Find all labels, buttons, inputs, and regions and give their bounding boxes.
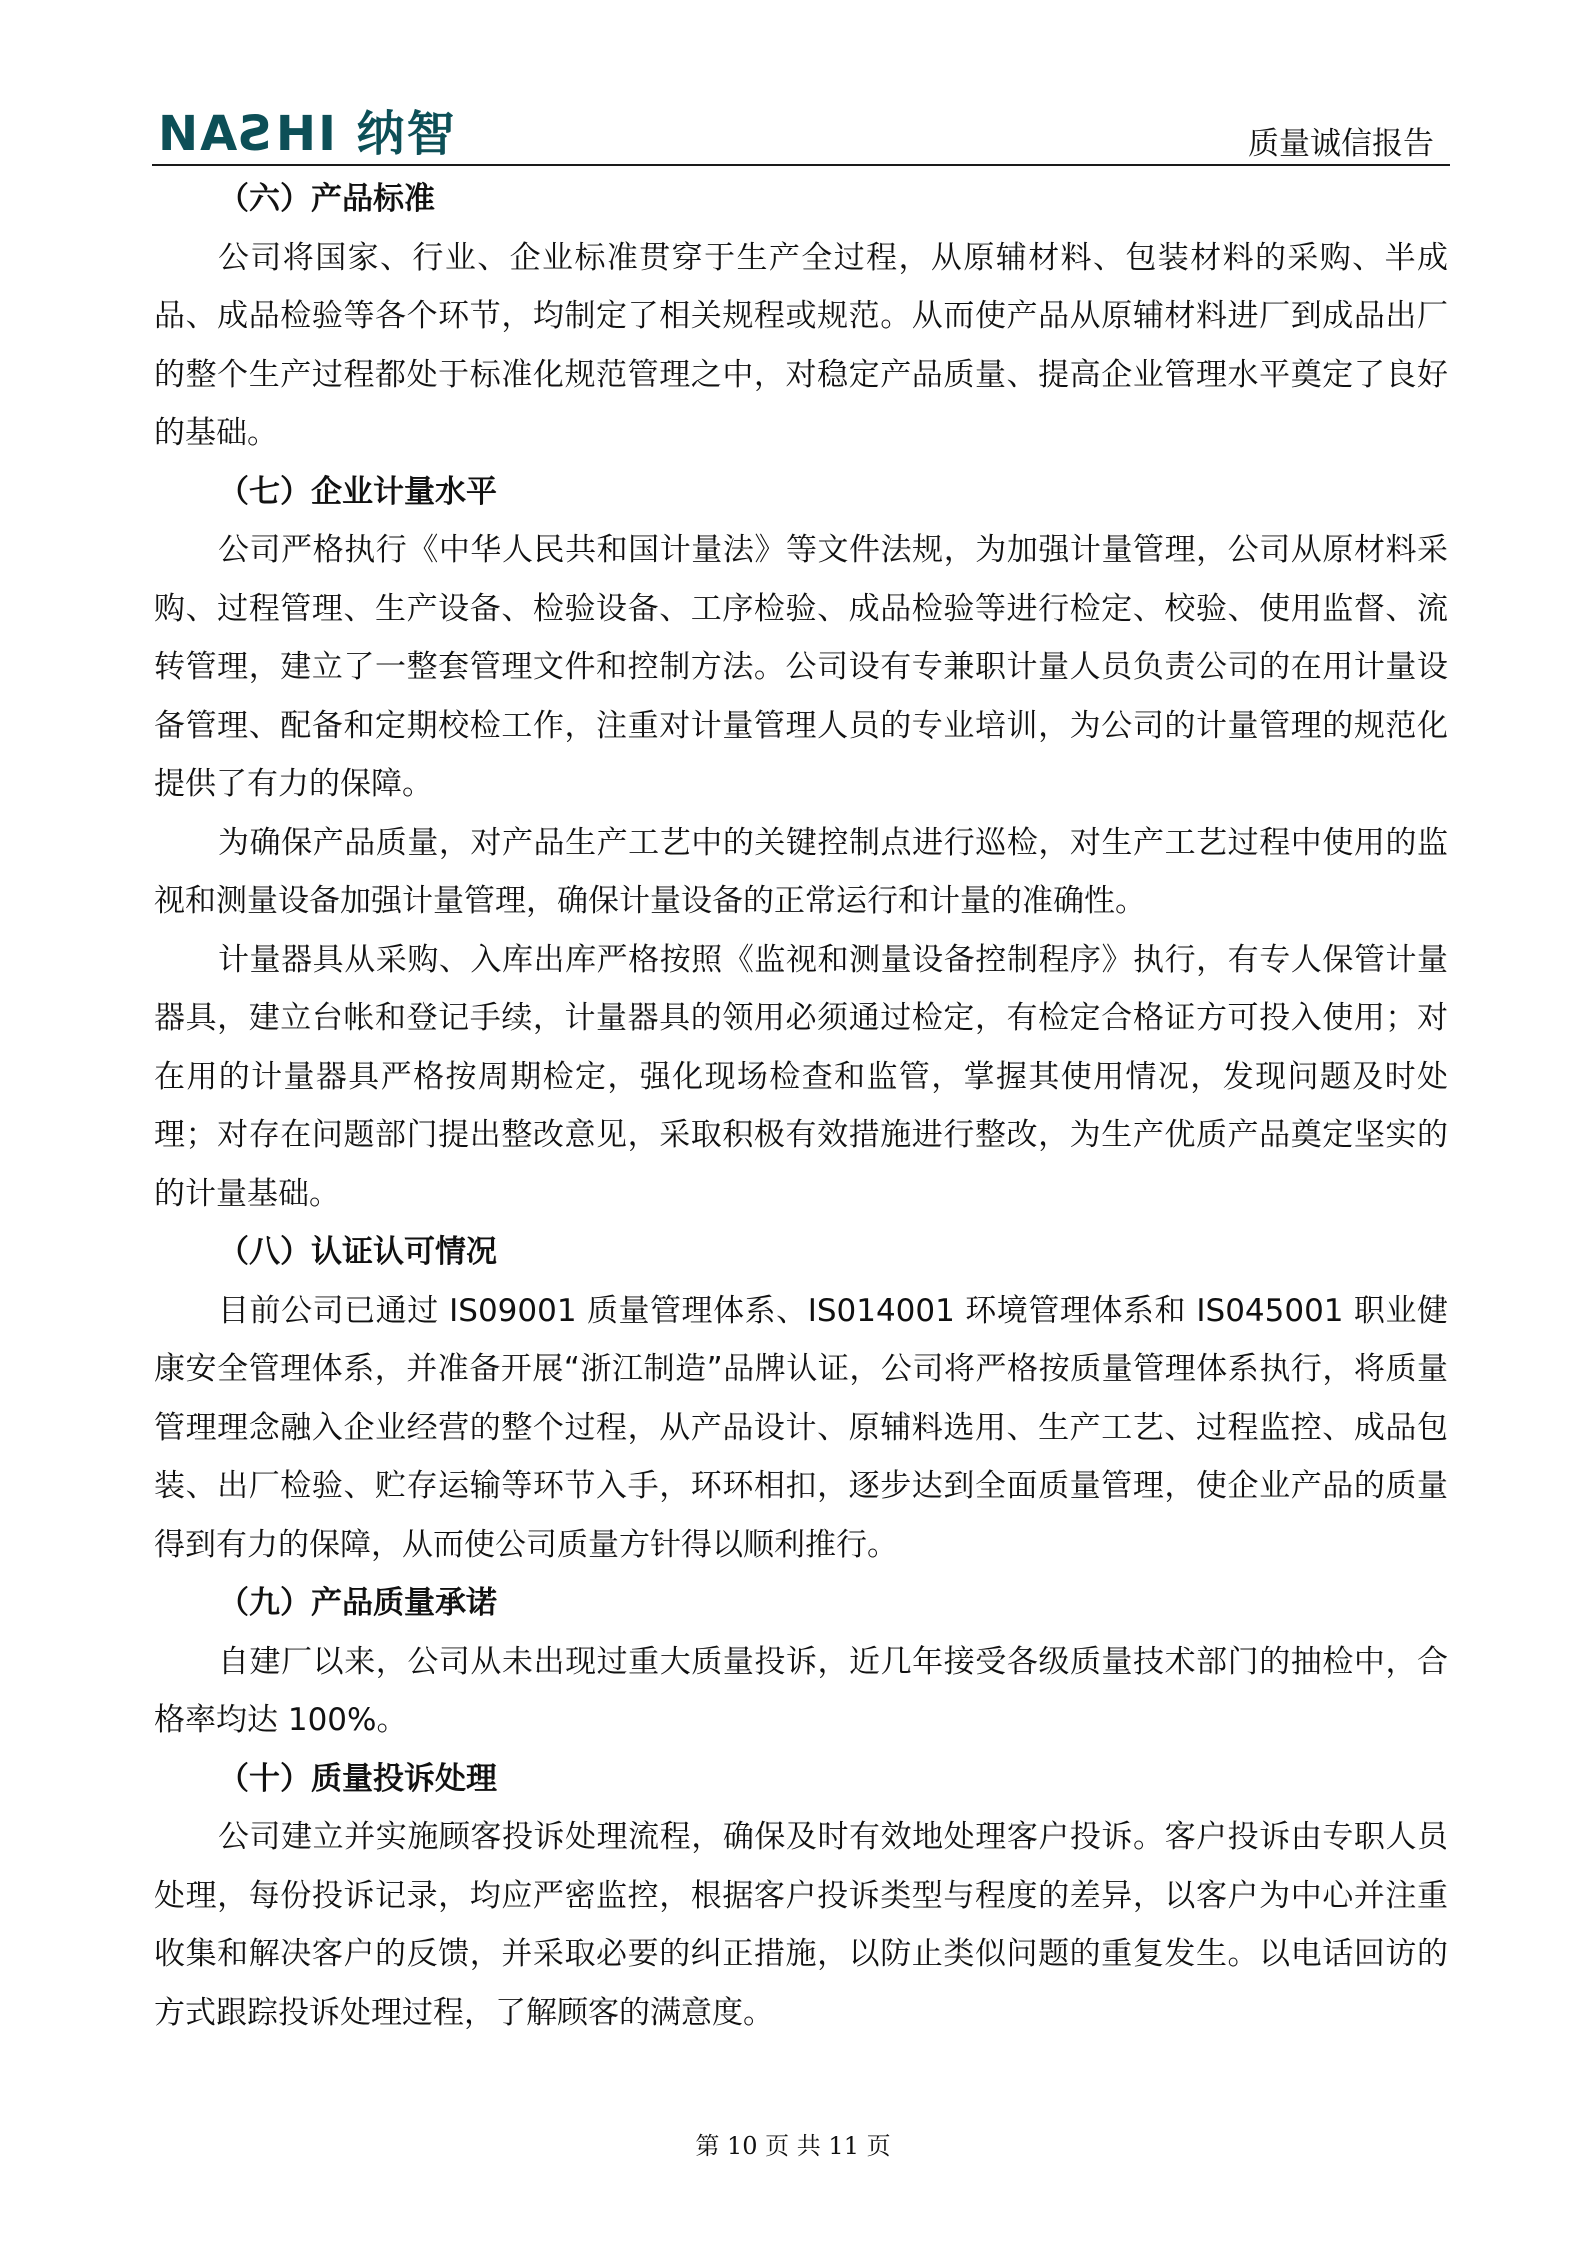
section-heading-7: （七）企业计量水平 [218,473,497,510]
section-8-paragraph-1: 目前公司已通过 IS09001 质量管理体系、IS014001 环境管理体系和 IS045001 职业健康安全管理体系，并准备开展“浙江制造”品牌认证，公司将严格按质量管理体系执行，将质量管理理念融入企业经营的整个过程，从产品设计、原辅料选用、生产工艺、过程监控、成品包装、出厂检验、贮存运输等环节入手，环环相扣，逐步达到全面质量管理，使企业产品的质量得到有力的保障，从而使公司质量方针得以顺利推行。 [154,1292,1448,1563]
section-7-paragraph-1: 公司严格执行《中华人民共和国计量法》等文件法规，为加强计量管理，公司从原材料采购、过程管理、生产设备、检验设备、工序检验、成品检验等进行检定、校验、使用监督、流转管理，建立了一整套管理文件和控制方法。公司设有专兼职计量人员负责公司的在用计量设备管理、配备和定期校检工作，注重对计量管理人员的专业培训，为公司的计量管理的规范化提供了有力的保障。 [154,532,1448,802]
section-heading-6: （六）产品标准 [218,181,435,217]
page-header [152,100,1450,166]
section-heading-9: （九）产品质量承诺 [218,1585,497,1621]
section-7-paragraph-2: 为确保产品质量，对产品生产工艺中的关键控制点进行巡检，对生产工艺过程中使用的监视和测量设备加强计量管理，确保计量设备的正常运行和计量的准确性。 [154,824,1448,919]
section-heading-8: （八）认证认可情况 [218,1234,497,1270]
header-title: 质量诚信报告 [1248,126,1434,162]
company-logo: NAƧHI 纳智 [158,106,457,162]
section-6-paragraph-1: 公司将国家、行业、企业标准贯穿于生产全过程，从原辅材料、包装材料的采购、半成品、成品检验等各个环节，均制定了相关规程或规范。从而使产品从原辅材料进厂到成品出厂的整个生产过程都处于标准化规范管理之中，对稳定产品质量、提高企业管理水平奠定了良好的基础。 [154,239,1448,451]
section-10-paragraph-1: 公司建立并实施顾客投诉处理流程，确保及时有效地处理客户投诉。客户投诉由专职人员处理，每份投诉记录，均应严密监控，根据客户投诉类型与程度的差异，以客户为中心并注重收集和解决客户的反馈，并采取必要的纠正措施，以防止类似问题的重复发生。以电话回访的方式跟踪投诉处理过程，了解顾客的满意度。 [154,1819,1448,2031]
section-9-paragraph-1: 自建厂以来，公司从未出现过重大质量投诉，近几年接受各级质量技术部门的抽检中，合格率均达 100%。 [154,1643,1448,1738]
page-number: 第 10 页 共 11 页 [695,2132,891,2160]
section-7-paragraph-3: 计量器具从采购、入库出库严格按照《监视和测量设备控制程序》执行，有专人保管计量器具，建立台帐和登记手续，计量器具的领用必须通过检定，有检定合格证方可投入使用；对在用的计量器具严格按周期检定，强化现场检查和监管，掌握其使用情况，发现问题及时处理；对存在问题部门提出整改意见，采取积极有效措施进行整改，为生产优质产品奠定坚实的的计量基础。 [154,941,1448,1212]
section-heading-10: （十）质量投诉处理 [218,1760,497,1797]
document-body [154,170,1448,2042]
